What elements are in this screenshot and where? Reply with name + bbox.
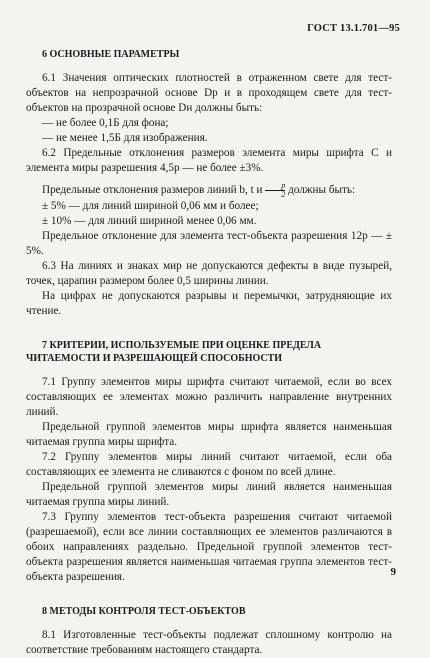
section-7-heading: 7 КРИТЕРИИ, ИСПОЛЬЗУЕМЫЕ ПРИ ОЦЕНКЕ ПРЕДЕЛА ЧИТАЕМОСТИ И РАЗРЕШАЮЩЕЙ СПОСОБНОСТИ [26,340,322,364]
fraction-p-over-2 [265,182,285,199]
paragraph-7-2: 7.2 Группу элементов миры линий считают читаемой, если оба составляющих ее элемента не сливаются с фоном по всей длине. [26,451,392,478]
page-number: 9 [390,566,396,578]
paragraph-resolution-deviation: Предельное отклонение для элемента тест-объекта разрешения 12р — ± 5%. [26,230,392,257]
paragraph-font-limit: Предельной группой элементов миры шрифта является наименьшая читаемая группа миры шрифта. [26,421,392,448]
paragraph-6-3: 6.3 На линиях и знаках мир не допускаются дефекты в виде пузырей, точек, царапин размером более 0,5 ширины линии. [26,260,392,287]
line-deviations-tail: должны быть: [288,184,356,197]
document-body [26,48,392,658]
section-6-heading: 6 ОСНОВНЫЕ ПАРАМЕТРЫ [42,49,180,60]
standard-header: ГОСТ 13.1.701—95 [307,23,400,34]
list-item: ± 5% — для линий шириной 0,06 мм и более; [42,200,259,212]
line-deviations-text: Предельные отклонения размеров линий b, t и [42,184,263,197]
fraction-numerator: р [265,182,285,191]
paragraph-6-2: 6.2 Предельные отклонения размеров элемента миры шрифта С и элемента миры разрешения 4,5р — не более ±3%. [26,147,392,174]
paragraph-7-1: 7.1 Группу элементов миры шрифта считают читаемой, если во всех составляющих ее элементах можно различить направление внутренних линий. [26,376,392,418]
paragraph-line-deviations [26,182,392,199]
list-item: ± 10% — для линий шириной менее 0,06 мм. [42,215,257,227]
paragraph-digit-defects: На цифрах не допускаются разрывы и перемычки, затрудняющие их чтение. [26,290,392,317]
list-item: — не более 0,1Б для фона; [42,117,169,129]
paragraph-line-limit: Предельной группой элементов миры линий является наименьшая читаемая группа миры линий. [26,481,392,508]
paragraph-8-1: 8.1 Изготовленные тест-объекты подлежат сплошному контролю на соответствие требованиям настоящего стандарта. [26,629,392,656]
fraction-denominator: 2 [281,190,286,199]
paragraph-7-3: 7.3 Группу элементов тест-объекта разрешения считают читаемой (разрешаемой), если все линии составляющих ее элементов различаются в обоих направлениях раздельно. Предельной группой элементов тест-объекта разрешения является наименьшая читаемая группа элементов тест-объекта разрешения. [26,511,392,583]
section-8-heading: 8 МЕТОДЫ КОНТРОЛЯ ТЕСТ-ОБЪЕКТОВ [42,606,246,617]
list-item: — не менее 1,5Б для изображения. [42,132,208,144]
paragraph-6-1: 6.1 Значения оптических плотностей в отраженном свете для тест-объектов на непрозрачной основе Dр и в проходящем свете для тест-объектов на прозрачной основе Dн должны быть: [26,72,392,114]
